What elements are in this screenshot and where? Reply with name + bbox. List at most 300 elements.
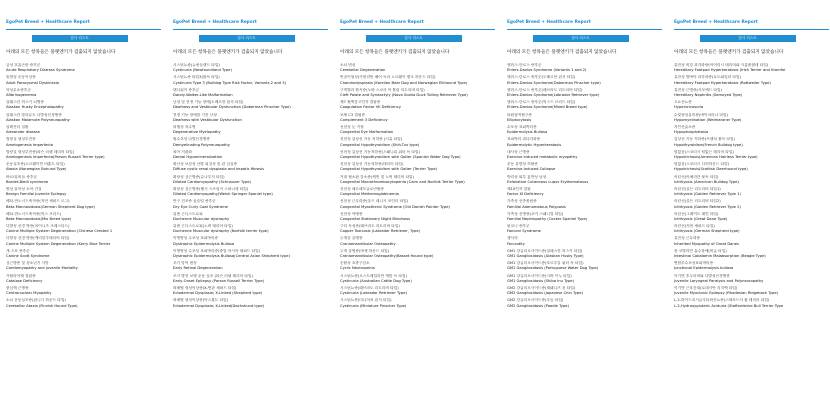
test-item <box>507 249 666 261</box>
test-item-korean-name: 급성 호흡곤란 증후군 <box>6 63 41 67</box>
intro-text: 아래의 모든 항목들은 플랫엔키가 검출되지 않았습니다 <box>173 50 283 55</box>
test-item-english-name: Ataxia (Norwegian Buhund Type) <box>6 167 67 172</box>
test-item-korean-name: 구개열과 합지증(노바 스코샤 덕 톨링 리트리버 타입) <box>340 87 425 92</box>
test-item-korean-name: 확산성 보강성 산발 피질성 및 관 심실증 <box>173 162 238 167</box>
test-item-english-name: L-2-Hydroxyglutaric Aciduria (Staffordshire Bull Terrier Type <box>674 303 784 308</box>
test-item <box>507 298 666 310</box>
test-item-korean-name: GM1 강글리오사이드증(시바 이누 타입) <box>507 273 572 278</box>
test-item <box>674 187 830 199</box>
test-item-korean-name: 운동 유발성 허탈증 <box>507 162 538 167</box>
test-item-english-name: Exercise induced metabolic myopathy <box>507 154 578 159</box>
test-list <box>674 63 830 311</box>
test-item-english-name: Complement 3 Deficiency <box>340 117 388 122</box>
test-item-korean-name: 어린선(골든 리트리버 타입1) <box>674 186 721 191</box>
test-item-english-name: Cystinuria Type 3 (Bulldog Type Risk Factor, Variants 2 and 3) <box>173 80 287 85</box>
test-item-korean-name: 어린선(그레이트 데인 타입) <box>674 211 719 216</box>
test-item-english-name: Hypothyroidism(French Bulldog type) <box>674 142 743 147</box>
test-list <box>340 63 499 311</box>
test-item-english-name: GM2 Gangliosidosis (Poodle Type) <box>507 303 569 308</box>
test-item-english-name: Ehlers-Danlos Syndrome(Mixed Breed type) <box>507 105 588 110</box>
test-item-korean-name: 탈수초성 다발신경병증 <box>173 137 210 142</box>
test-item-korean-name: 안구 건조증 곱슬털 증후군 <box>173 199 216 204</box>
test-item-english-name: Canine Multiple System Degeneration (Chinese Crested 1 <box>6 229 113 234</box>
header-divider <box>674 29 829 30</box>
test-item-korean-name: 뒤센 근디스트로피(노퍽 테리어 타입) <box>173 224 233 229</box>
test-item <box>6 137 165 149</box>
test-item <box>173 274 332 286</box>
test-item <box>173 261 332 273</box>
test-item-korean-name: 확장성 심근병증(슈나우저 타입) <box>173 174 225 179</box>
test-item-english-name: Ectodermal Dysplasia; X-Linked (Shepherd type) <box>173 291 263 296</box>
test-item <box>6 236 165 248</box>
test-item-korean-name: 수컷형성유미증(바이마라너 타입) <box>674 112 728 117</box>
test-item-korean-name: 중심핵 근병증 <box>6 286 29 291</box>
test-item-korean-name: 이영양성 수포성 표피박리증(중앙 아시아 셰퍼드 타입) <box>173 248 261 253</box>
test-item <box>6 286 165 298</box>
test-item-english-name: Hereditary Footpad Hyperkeratosis (Irish Terrier and Kromfol <box>674 68 786 73</box>
test-item <box>173 175 332 187</box>
test-item-korean-name: 어린선(골든 리트리버 타입2) <box>674 199 721 204</box>
test-item <box>6 63 165 75</box>
test-item-english-name: Diffuse cystic renal dysplasia and hepatic fibrosis <box>173 167 265 172</box>
test-item-english-name: Amelogenesis Imperfecta(Parson Russell Terrier type) <box>6 154 105 159</box>
test-item <box>507 236 666 248</box>
test-item-english-name: Duchenne Muscular dystrophy <box>173 216 230 221</box>
report-title: EgoPet Breed + Healthcare Report <box>6 20 90 25</box>
test-item-english-name: Congenital Hypothyroidism (Shih-Tzu type) <box>340 142 420 147</box>
test-item-english-name: Exfoliative Cutaneous Lupus Erythematosus <box>507 179 589 184</box>
test-item-korean-name: 엘러스-단로스 증후군(래브라도 리트리버 타입) <box>507 87 583 92</box>
test-item <box>674 137 830 149</box>
test-item <box>6 199 165 211</box>
test-item <box>674 274 830 286</box>
test-item <box>6 298 165 310</box>
test-item-english-name: Centronuclear Myopathy <box>6 291 52 296</box>
test-item-korean-name: 알렉산더 질환 <box>6 124 29 129</box>
test-item <box>6 249 165 261</box>
test-item-korean-name: 고요산뇨증 <box>674 100 692 105</box>
test-item-english-name: Alaskan Malamute Polyneuropathy <box>6 117 70 122</box>
test-item-korean-name: 시스틴뇨증(래브라도 리트리버 타입) <box>340 286 399 291</box>
test-item-english-name: Congenital Methemoglobinemia <box>340 192 399 197</box>
test-item-english-name: Copper Toxicosis (Labrador Retriever, Type) <box>340 229 421 234</box>
test-item-korean-name: 외배엽 형성이상증(X-연관 셰퍼드 타입) <box>173 286 237 291</box>
test-item-english-name: Amelogenesis Imperfecta <box>6 142 54 147</box>
test-item-korean-name: GM1 강글리오사이드증(알래스칸 허스키 타입) <box>507 248 583 253</box>
test-item-english-name: Congenital Hypothyroidism with Goiter (Terrier Type) <box>340 167 438 172</box>
test-item <box>507 113 666 125</box>
test-item-english-name: Coagulation Factor VII Deficiency <box>340 105 401 110</box>
test-item <box>507 88 666 100</box>
test-item-korean-name: 선천성 근무력증(올드 데니시 포인터 타입) <box>340 199 409 204</box>
test-item-korean-name: 판코니 증후군 <box>507 224 530 229</box>
test-item-korean-name: 선천성 눈 기형 <box>340 124 364 129</box>
test-item <box>340 261 499 273</box>
section-label: 검사 리스트 <box>32 35 128 42</box>
test-item-english-name: Ichthyosis (Golden Retriever Type 1) <box>674 192 741 197</box>
test-item <box>340 113 499 125</box>
test-item <box>6 261 165 273</box>
test-item-english-name: Cystinuria (Australian Cattle Dog Type) <box>340 278 412 283</box>
test-item <box>173 212 332 224</box>
report-title: EgoPet Breed + Healthcare Report <box>173 20 257 25</box>
test-item-korean-name: 선천성 메트헤모글로빈혈증 <box>340 186 384 191</box>
test-item-korean-name: 난청 및 전정 기능 장애(도베르만 핀셔 타입) <box>173 100 244 105</box>
test-item <box>6 125 165 137</box>
test-item-korean-name: 시스틴뇨증 타입3(불독 타입) <box>173 75 220 80</box>
test-item-english-name: Inherited Myopathy of Great Danes <box>674 241 739 246</box>
test-item <box>674 150 830 162</box>
test-item-korean-name: 유전성 비강 과각화증(아이리시 테리어와 크롬폴렌데 타입) <box>674 63 769 67</box>
test-item-english-name: Cerebellar Ataxia (Finnish Hound Type) <box>6 303 78 308</box>
test-item <box>173 286 332 298</box>
test-item-english-name: Cardiomyopathy and Juvenile Mortality <box>6 266 78 271</box>
test-item-english-name: Ichthyosis (American Bulldog Type) <box>674 179 739 184</box>
test-item <box>173 75 332 87</box>
test-item <box>173 236 332 248</box>
test-item <box>173 162 332 174</box>
test-item-english-name: Hereditary Footpad Hyperkeratosis (Rottweiler Type) <box>674 80 771 85</box>
test-item <box>173 137 332 149</box>
test-item <box>173 150 332 162</box>
test-item-korean-name: 확장성 심근병증(웰시 스프링거 스파니엘 타입) <box>173 186 249 191</box>
test-item-english-name: Catalase Deficiency <box>6 278 43 283</box>
test-item-korean-name: 운동실조증(노르웨이언 버훈트 타입) <box>6 162 65 167</box>
test-item-english-name: Cystinuria (Newfoundland Type) <box>173 68 232 73</box>
header-divider <box>6 29 161 30</box>
test-item-korean-name: 가족성 선종폴립증 <box>507 199 537 204</box>
test-item-english-name: Ehlers-Danlos Syndrome(Labrador Retriever type) <box>507 92 600 97</box>
test-item <box>674 224 830 236</box>
test-item <box>340 150 499 162</box>
test-item <box>6 274 165 286</box>
test-item-english-name: Congenital Stationary Night Blindness <box>340 216 411 221</box>
test-list <box>507 63 666 311</box>
test-item-english-name: Familial Nephropathy (Cocker Spaniel Type) <box>507 216 588 221</box>
test-item-english-name: Hypophosphatasia <box>674 130 709 135</box>
test-item-english-name: Deafness and Vestibular Dysfunction (Doberman Pinscher Type) <box>173 105 291 110</box>
test-item-korean-name: GM2 강글리오사이드증(재패니즈 친 타입) <box>507 286 576 291</box>
test-item-english-name: Dandy-Walker-Like Malformation <box>173 92 233 97</box>
test-item-korean-name: 법랑질 형성부전증(파슨 러셀 테리어 타입) <box>6 149 75 154</box>
test-item-english-name: Canine Multiple System Degeneration (Kerry Blue Terrier <box>6 241 111 246</box>
report-title: EgoPet Breed + Healthcare Report <box>674 20 758 25</box>
test-item-korean-name: 제7 혈액응고인자 결핍증 <box>340 100 381 105</box>
test-item-english-name: Benign Familial Juvenile Epilepsy <box>6 192 67 197</box>
test-item <box>507 75 666 87</box>
test-item-english-name: Congenital Hypothyroidism with Goiter (Spanish Water Dog Type) <box>340 154 461 159</box>
test-item-korean-name: 다발성 신경 병증(케리블루테리어 타입) <box>6 236 70 241</box>
test-item-korean-name: 번골이형성(카롤리안 베어 독과 노르웨이 엘크 하운드 타입) <box>340 75 436 80</box>
test-item <box>6 75 165 87</box>
test-item-korean-name: 가족성 신병증(코커 스패니얼 타입) <box>507 211 564 216</box>
test-item-korean-name: 장 코발라민 흡수장애(비글 타입) <box>674 248 727 253</box>
test-item-korean-name: 엘러스-단로스 증후군 <box>507 63 542 67</box>
report-title: EgoPet Breed + Healthcare Report <box>340 20 424 25</box>
test-item-english-name: Cystinuria (Miniature Pinscher Type) <box>340 303 407 308</box>
report-page-1 <box>0 0 165 415</box>
test-item-korean-name: 이기면 근육간대(로데시안 리지백 타입) <box>674 286 738 291</box>
test-item <box>6 224 165 236</box>
test-item-english-name: Beta Mannosidosis(Mix Breed type) <box>6 216 72 221</box>
test-item <box>507 175 666 187</box>
intro-text: 아래의 모든 항목들은 플랫엔키가 검출되지 않았습니다 <box>340 50 450 55</box>
test-item-korean-name: 알래스칸 허스키 뇌병증 <box>6 100 44 105</box>
test-item <box>674 249 830 261</box>
test-item-korean-name: 거대 혈소판 감소증(케언 및 노퍽 테리어 타입) <box>340 174 415 179</box>
test-item-korean-name: 털없음(스코티시 디어하운드 타입) <box>674 162 730 167</box>
test-item-korean-name: 양성 유아성 소아 간질 <box>6 186 42 191</box>
test-item-korean-name: 퇴행성 척수병 <box>173 124 196 129</box>
test-item-korean-name: 어린선(저먼 셰퍼드 타입) <box>674 224 715 229</box>
test-item <box>340 224 499 236</box>
test-item <box>674 199 830 211</box>
test-item-korean-name: 순환성 호중구감소 <box>340 261 370 266</box>
test-item-korean-name: 베타-만노시드축적증(믹스 브리드) <box>6 211 62 216</box>
test-item-english-name: Dental Hypomineralization <box>173 154 223 159</box>
test-item-korean-name: 법랑질 형성부전증 <box>6 137 36 142</box>
test-item-korean-name: 조기 발현 보행 운동 실조 (파슨 러셀 테리어 타입) <box>173 273 253 278</box>
test-item-english-name: GM1 Gangliosidosis (Shiba Inu Type) <box>507 278 574 283</box>
test-item-english-name: Acute Respiratory Distress Syndrome <box>6 68 75 73</box>
test-item-english-name: Elliptocytosis <box>507 117 532 122</box>
test-item-korean-name: 생식력 <box>507 236 518 241</box>
test-item-korean-name: 시스틴뇨증(오스트레일리안 캐틀 독 타입) <box>340 273 407 278</box>
test-item <box>6 175 165 187</box>
intro-text: 아래의 모든 항목들은 플랫엔키가 검출되지 않았습니다 <box>507 50 617 55</box>
test-item <box>340 125 499 137</box>
test-item <box>674 63 830 75</box>
test-item-english-name: Craniomandibular Osteopathy <box>340 241 396 246</box>
test-item <box>507 199 666 211</box>
test-item-korean-name: 이기면 후두마비와 다발성신경병증 <box>674 273 730 278</box>
test-item-english-name: Craniomandibular Osteopathy(Basset Hound type) <box>340 254 434 259</box>
test-item <box>674 175 830 187</box>
test-item-korean-name: 유전성 발바닥 과각화증(로트와일러 타입) <box>674 75 741 80</box>
test-item <box>674 261 830 273</box>
test-item-english-name: Epidermolysis Bullosa <box>507 130 548 135</box>
test-item-korean-name: 표피박리 과다각화증 <box>507 137 541 142</box>
test-item-english-name: Ehlers-Danlos Syndrome (Variants 1 and 2) <box>507 68 587 73</box>
test-item-english-name: Dystrophic Epidermolysis Bullosa(Central Asian Shepherd type) <box>173 254 290 259</box>
report-page-2 <box>167 0 332 415</box>
test-item-english-name: Ehlers-Danlos Syndrome(Doberman Pinscher type) <box>507 80 601 85</box>
test-item-english-name: Canine Scott Syndrome <box>6 254 50 259</box>
test-item-english-name: Dilated Cardiomyopathy(Welsh Springer Spaniel type) <box>173 192 273 197</box>
test-item-korean-name: 보체 C3 결핍증 <box>340 112 366 117</box>
report-title: EgoPet Breed + Healthcare Report <box>507 20 591 25</box>
test-item-english-name: GM1 Gangliosidosis (Portuguese Water Dog Type) <box>507 266 599 271</box>
test-item-korean-name: 엘러스-단로스 증후군(도베르만 핀셔 타입) <box>507 75 576 80</box>
test-item-english-name: Epidermolytic Hyperkeratosis <box>507 142 562 147</box>
test-item-english-name: Alaskan Husky Encephalopathy <box>6 105 64 110</box>
test-item-korean-name: 대사성 근병증 <box>507 149 530 154</box>
test-item-korean-name: 선천성 갑상선 기능저하증(테리어 타입) <box>340 162 404 167</box>
test-item <box>6 88 165 100</box>
test-item-korean-name: 조기 망막 변성 <box>173 261 197 266</box>
test-item-korean-name: 이영양성 수포성 표피박리증 <box>173 236 219 241</box>
test-item <box>507 137 666 149</box>
test-item-korean-name: 유전성 근무력증 <box>674 236 701 241</box>
test-item-korean-name: 구리 독성증(래브라도 리트리버 타입) <box>340 224 400 229</box>
test-item-english-name: Hypotrichosis(American Hairless Terrier type) <box>674 154 758 159</box>
test-item <box>674 125 830 137</box>
section-label: 검사 리스트 <box>700 35 796 42</box>
test-item <box>6 100 165 112</box>
test-item-korean-name: L-2-하이드록시글루타릭산뇨증(스태포드셔 불 테리어 타입) <box>674 298 770 303</box>
test-item <box>507 261 666 273</box>
section-label: 검사 리스트 <box>199 35 295 42</box>
test-item-english-name: Fecundity <box>507 241 525 246</box>
test-item-english-name: GM2 Gangliosidosis (Japanese Chin Type) <box>507 291 583 296</box>
test-item-korean-name: 선천성 야맹증 <box>340 211 363 216</box>
test-item <box>173 199 332 211</box>
test-item <box>674 100 830 112</box>
test-item <box>507 224 666 236</box>
test-item <box>507 286 666 298</box>
test-item-english-name: Cerebellar Degeneration <box>340 68 386 73</box>
test-item-korean-name: 털없음(스코티시 털없는 테리어 타입) <box>674 149 734 154</box>
test-item <box>507 187 666 199</box>
test-item-korean-name: 유전성 근병증(사모예드 타입) <box>674 87 722 92</box>
test-item-english-name: Congenital Myasthenic Syndrome (Old Danish Pointer Type) <box>340 204 450 209</box>
test-item <box>340 162 499 174</box>
test-item-english-name: Congenital Eye Malformation <box>340 130 394 135</box>
test-item-english-name: Familial Adenomatous Polyposis <box>507 204 566 209</box>
test-item <box>340 286 499 298</box>
test-item-korean-name: 베타-만노시드축적증(저먼 셰퍼드 도그) <box>6 199 70 204</box>
test-item <box>674 162 830 174</box>
test-item-english-name: Adult Paroxysmal Dyskinesia <box>6 80 59 85</box>
test-item-korean-name: 수포성 표피박리증 <box>507 124 537 129</box>
test-item-korean-name: GM2 강글리오사이드증(푸들 타입) <box>507 298 564 303</box>
test-item-english-name: Ichthyosis (Great Dane Type) <box>674 216 728 221</box>
test-item <box>340 63 499 75</box>
test-item-korean-name: 치아 저광화 <box>173 149 192 154</box>
test-item-english-name: Duchenne Muscular dystrophy (Norfolk terrier type) <box>173 229 269 234</box>
test-item-korean-name: 다발성 신경 병증(차이니즈 크레스티드) <box>6 224 70 229</box>
test-item <box>507 162 666 174</box>
test-item-english-name: Chondrodysplasia (Karelian Bear Dog and Norwegian Elkhound Type) <box>340 80 468 85</box>
test-item-english-name: Congenital Macrothrombocytopenia (Cairn and Norfolk Terrier Type) <box>340 179 465 184</box>
header-divider <box>340 29 495 30</box>
test-item-english-name: Hypomyelination (Weimaraner Type) <box>674 117 742 122</box>
test-item-english-name: Dry Eye Curly Coat Syndrome <box>173 204 228 209</box>
test-item-english-name: Bardet-Biedl syndrome <box>6 179 49 184</box>
test-item-korean-name: 어린선(아메리칸 불독 타입) <box>674 174 719 179</box>
test-item-english-name: Early Retinal Degeneration <box>173 266 223 271</box>
test-item-korean-name: 선천성 갑상선 기능 저하증 (시츄 타입) <box>340 137 403 142</box>
test-item <box>340 100 499 112</box>
test-list <box>6 63 165 311</box>
test-item-korean-name: GM1 강글리오사이드증(포르투갈 워터 독 타입) <box>507 261 584 266</box>
test-item <box>507 212 666 224</box>
test-item-korean-name: 제10인자 결핍 <box>507 186 531 191</box>
test-item <box>674 236 830 248</box>
test-item <box>674 113 830 125</box>
test-item <box>340 298 499 310</box>
test-item <box>507 100 666 112</box>
test-item <box>340 212 499 224</box>
test-item <box>173 224 332 236</box>
test-item <box>507 125 666 137</box>
test-item <box>173 298 332 310</box>
test-item-english-name: Juvenile Myoclonic Epilepsy (Rhodesian Ridgeback Type) <box>674 291 779 296</box>
header-divider <box>173 29 328 30</box>
test-item-korean-name: 두개 골병증(바셋 하운드 타입) <box>340 248 390 253</box>
test-item-korean-name: 뒤센 근디스트로피 <box>173 211 203 216</box>
test-item-korean-name: 심근병증 및 청소년기 사망 <box>6 261 49 266</box>
intro-text: 아래의 모든 항목들은 플랫엔키가 검출되지 않았습니다 <box>674 50 784 55</box>
test-item <box>507 274 666 286</box>
test-item <box>340 236 499 248</box>
report-page-4 <box>501 0 666 415</box>
test-item-korean-name: 소뇌 변성 <box>340 63 356 67</box>
test-item-korean-name: 갑상선 기능 저하증(프렌치 불독 타입) <box>674 137 735 142</box>
test-list <box>173 63 332 311</box>
intro-text: 아래의 모든 항목들은 플랫엔키가 검출되지 않았습니다 <box>6 50 116 55</box>
test-item-korean-name: 타원형적혈구증 <box>507 112 532 117</box>
test-item-korean-name: 선천성 갑상선 기능저하증(스패니쉬 워터 독 타입) <box>340 149 420 154</box>
test-item <box>173 88 332 100</box>
test-item <box>173 125 332 137</box>
test-item <box>173 113 332 125</box>
test-item-korean-name: 시스틴뇨증(미니어처 핀셔 타입) <box>340 298 392 303</box>
test-item-english-name: Ichthyosis (Golden Retriever Type 2) <box>674 204 741 209</box>
test-item <box>340 137 499 149</box>
test-item-korean-name: 연합부수포성표피박리증 <box>674 261 714 266</box>
report-page-3 <box>334 0 499 415</box>
test-item <box>507 150 666 162</box>
test-item <box>340 88 499 100</box>
test-item <box>340 249 499 261</box>
test-item-korean-name: 돌발성 운동이상증 <box>6 75 36 80</box>
test-item <box>340 187 499 199</box>
test-item-korean-name: 두개골 골병증 <box>340 236 363 241</box>
section-label: 검사 리스트 <box>366 35 462 42</box>
test-item-korean-name: 저인산효소증 <box>674 124 696 129</box>
test-item <box>674 88 830 100</box>
test-item <box>340 75 499 87</box>
test-item <box>674 286 830 298</box>
test-item-english-name: Junctional Epidermolysis bullosa <box>674 266 734 271</box>
test-item-english-name: Demyelinating Polyneuropathy <box>173 142 230 147</box>
header-divider <box>507 29 662 30</box>
test-item <box>173 187 332 199</box>
test-item-english-name: Juvenile Laryngeal Paralysis and Polyneuropathy <box>674 278 764 283</box>
test-item-english-name: Alexander disease <box>6 130 40 135</box>
test-item <box>674 298 830 310</box>
test-item <box>674 75 830 87</box>
test-item-english-name: Deafness with Vestibular Dysfunction <box>173 117 242 122</box>
test-item-korean-name: 소뇌 운동실조증(핀니시 하운드 타입) <box>6 298 66 303</box>
test-item <box>173 63 332 75</box>
test-item-english-name: Ichthyosis (German Shepherd type) <box>674 229 740 234</box>
section-label: 검사 리스트 <box>533 35 629 42</box>
test-item-korean-name: 엘러스-단로스 증후군(믹스드 브리드 타입) <box>507 100 576 105</box>
test-item-english-name: Hyperuricosuria <box>674 105 704 110</box>
test-item-english-name: Intestinal Cobalamin Malabsorption (Beagle Type) <box>674 254 766 259</box>
test-item-english-name: Degenerative Myelopathy <box>173 130 221 135</box>
test-item-korean-name: 바르데-비들 증후군 <box>6 174 37 179</box>
test-item <box>340 199 499 211</box>
test-item-english-name: Hereditary Nephritis (Samoyed Type) <box>674 92 743 97</box>
test-item <box>340 274 499 286</box>
test-item-english-name: Factor XI Deficiency <box>507 192 544 197</box>
test-item <box>674 212 830 224</box>
report-page-5 <box>668 0 830 415</box>
test-item-english-name: Dystrophic Epidermolysis Bullosa <box>173 241 235 246</box>
